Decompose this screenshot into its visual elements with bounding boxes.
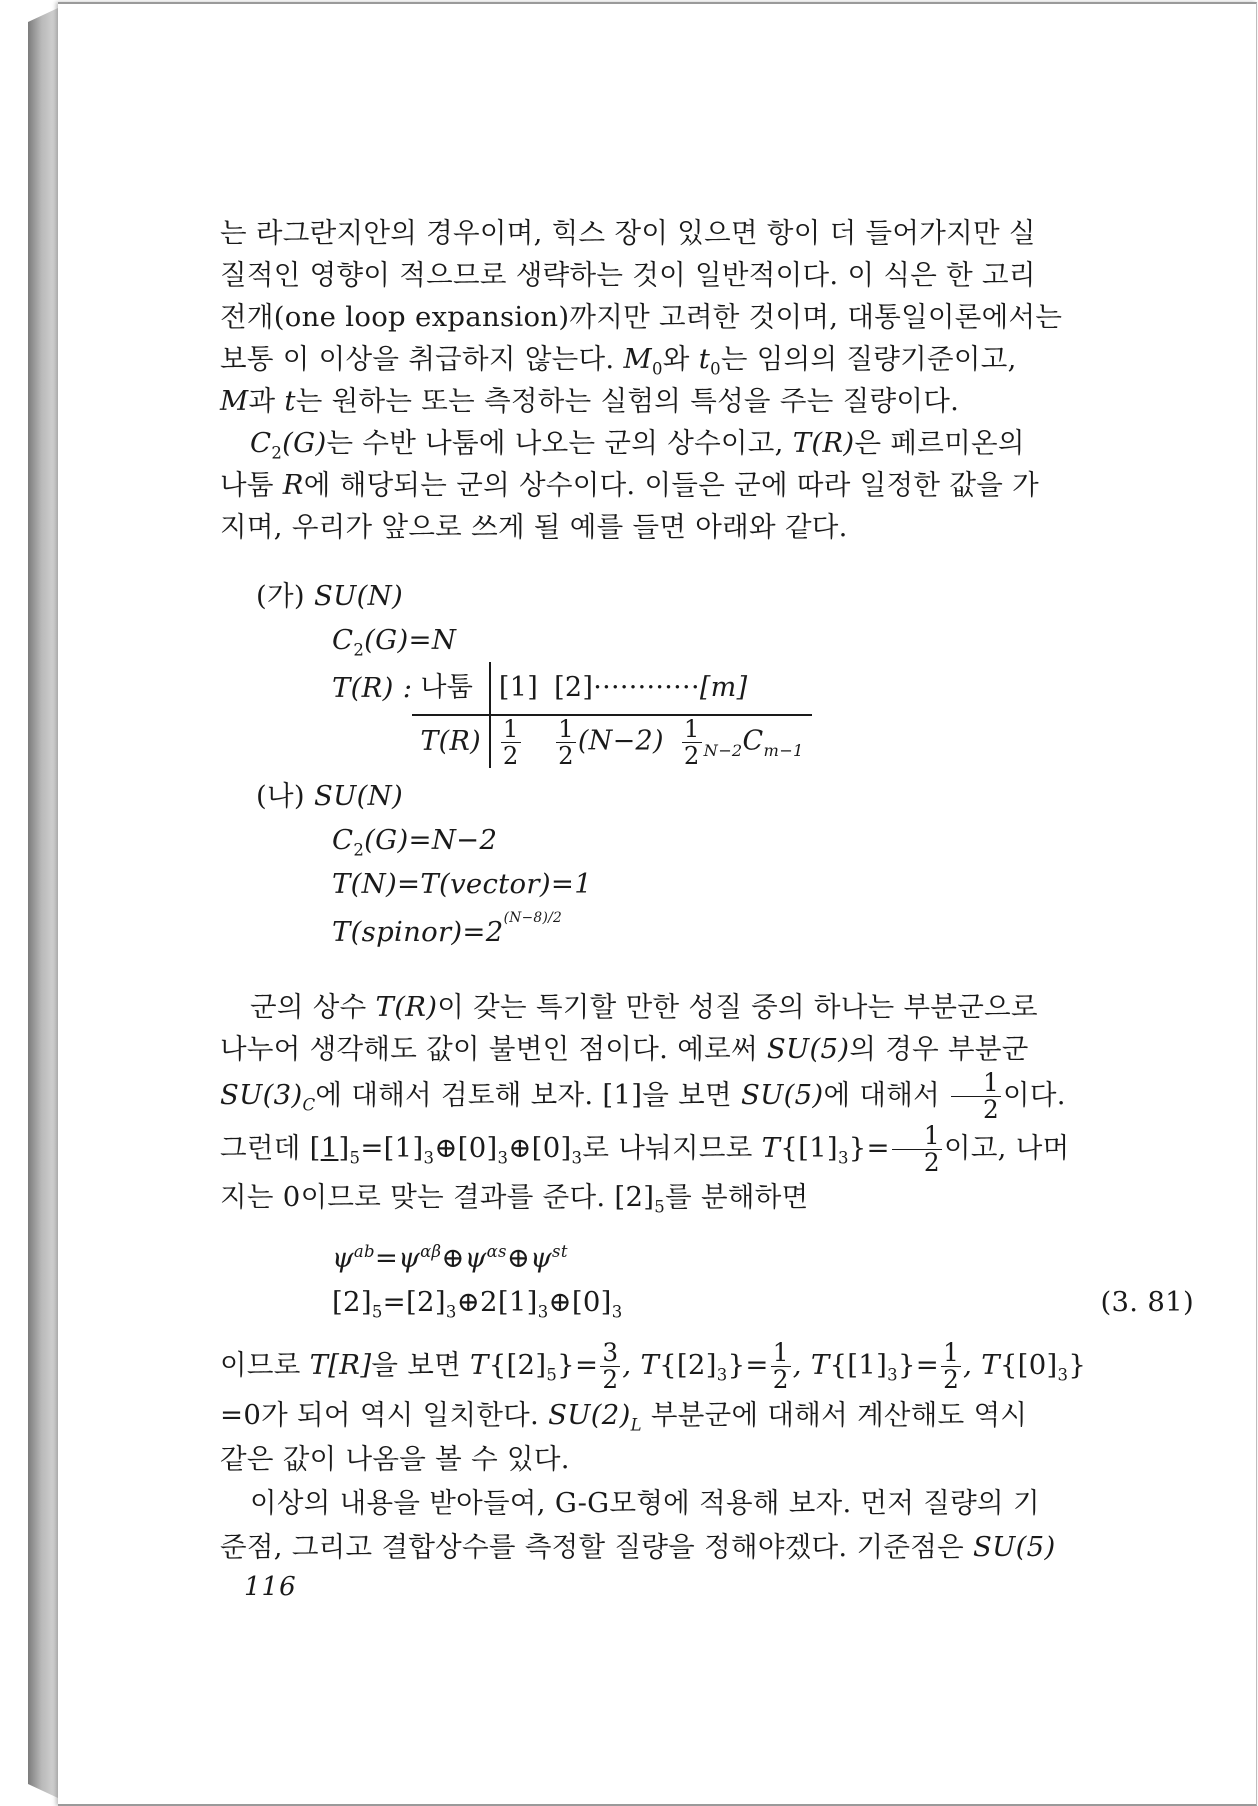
math-symbol: SU(5)	[973, 1530, 1056, 1563]
text-run: =0가 되어 역시 일치한다.	[220, 1398, 549, 1431]
math-subscript: 3	[1057, 1365, 1069, 1385]
text-run: }=	[897, 1348, 940, 1381]
fraction	[771, 1337, 791, 1394]
fraction	[682, 716, 702, 768]
math-symbol: (G)	[282, 427, 327, 459]
text-run: 보통 이 이상을 취급하지 않는다.	[220, 343, 624, 375]
table-cell	[546, 715, 672, 768]
spinor-line	[332, 906, 1100, 958]
text-run: ]	[338, 1131, 350, 1164]
text-run: 이므로	[220, 1348, 310, 1381]
text-run: 에 해당되는 군의 상수이다. 이들은 군에 따라 일정한 값을 가	[303, 469, 1039, 501]
denominator: 2	[683, 740, 700, 770]
math-subscript: 2	[353, 640, 365, 660]
underlined-symbol: 1	[320, 1131, 339, 1164]
text-run: ⊕[0]	[434, 1131, 498, 1164]
text-line: 는 라그란지안의 경우이며, 힉스 장이 있으면 항이 더 들어가지만 실	[220, 217, 1036, 249]
math-symbol: t	[284, 385, 296, 417]
text-run: {[2]	[488, 1348, 547, 1381]
numerator: 1	[558, 714, 574, 743]
text-run: 이고, 나머	[943, 1131, 1070, 1164]
tr-table	[412, 662, 811, 768]
text-run: {[0]	[999, 1348, 1058, 1381]
text-run: 부분군에 대해서 계산해도 역시	[641, 1398, 1028, 1431]
text-run: }	[1068, 1348, 1087, 1381]
fraction	[600, 1337, 620, 1394]
paragraph-3	[220, 986, 1100, 1218]
math-symbol: ψ	[332, 1241, 354, 1274]
math-superscript: αβ	[420, 1241, 442, 1261]
math-subscript: 5	[349, 1148, 361, 1168]
math-symbol: M	[623, 343, 652, 375]
text-run: 과	[248, 385, 285, 417]
ellipsis: ············	[593, 672, 700, 703]
text-run: =[1]	[360, 1131, 424, 1164]
math-symbol: =ψ	[374, 1241, 421, 1274]
math-subscript: C	[302, 1095, 316, 1115]
denominator: 2	[923, 1147, 940, 1177]
math-symbol: M	[220, 385, 249, 417]
cell-value: [2]	[554, 672, 594, 703]
math-subscript: 3	[423, 1148, 435, 1168]
numerator: 1	[502, 714, 519, 743]
table-cell	[546, 662, 812, 715]
text-run: {[1]	[780, 1131, 838, 1164]
paragraph-5	[220, 1481, 1100, 1569]
math-expression: T(spinor)=2	[332, 916, 504, 949]
tr-table-wrap	[332, 662, 1100, 768]
table-row	[412, 662, 811, 715]
fraction	[941, 1337, 961, 1394]
paragraph-4	[220, 1337, 1100, 1481]
math-subscript: L	[630, 1415, 642, 1435]
text-run: 는 원하는 또는 측정하는 실험의 특성을 주는 질량이다.	[295, 385, 960, 417]
math-symbol: SU(5)	[766, 1033, 850, 1066]
math-subscript: 5	[654, 1197, 666, 1217]
math-symbol: ⊕ψ	[506, 1241, 553, 1274]
text-run: 를 분해하면	[665, 1180, 809, 1213]
text-run: }=	[848, 1131, 890, 1164]
table-header-cell: T(R)	[412, 715, 490, 768]
math-symbol: SU(2)	[548, 1398, 631, 1431]
math-subscript: 3	[537, 1302, 549, 1322]
math-subscript: 0	[710, 359, 721, 379]
math-subscript: 3	[887, 1365, 898, 1385]
book-spine	[28, 8, 58, 1798]
math-subscript: N−2	[703, 740, 743, 760]
text-run: 이 갖는 특기할 만한 성질 중의 하나는 부분군으로	[437, 991, 1038, 1024]
text-run: 에 대해서	[823, 1079, 949, 1112]
paragraph-1	[220, 212, 1100, 422]
math-subscript: 2	[271, 443, 283, 463]
math-expression: (G)=N	[364, 624, 457, 656]
numerator: 1	[951, 1070, 1001, 1097]
casimir-line	[332, 818, 1100, 862]
math-subscript: 3	[716, 1365, 728, 1385]
fraction	[951, 1070, 1001, 1123]
math-subscript: 3	[611, 1302, 623, 1322]
equation-line-decomposition	[332, 1280, 1194, 1324]
denominator: 2	[502, 740, 519, 770]
math-symbol: R	[282, 469, 304, 501]
cell-value: [1]	[498, 672, 539, 703]
math-subscript: 3	[571, 1148, 583, 1168]
text-line: 이상의 내용을 받아들여, G-G모형에 적용해 보자. 먼저 질량의 기	[250, 1486, 1040, 1519]
equation-3-81	[332, 1236, 1194, 1324]
item-heading	[256, 774, 1100, 818]
math-subscript: 3	[445, 1302, 457, 1322]
item-label: (나)	[256, 780, 314, 813]
example-su-n-ga	[220, 574, 1100, 768]
math-symbol: t	[698, 343, 711, 375]
denominator: 2	[943, 1364, 960, 1394]
math-expression: (G)=N−2	[364, 824, 498, 857]
numerator: 1	[892, 1123, 942, 1150]
numerator: 1	[943, 1337, 960, 1367]
text-line: 지며, 우리가 앞으로 쓰게 될 예를 들면 아래와 같다.	[220, 511, 848, 543]
tn-line	[332, 862, 1100, 906]
text-run: 나툼	[220, 469, 283, 501]
math-symbol: C	[332, 624, 354, 656]
numerator: 1	[772, 1337, 789, 1367]
math-symbol: T(R)	[792, 427, 855, 459]
page-body	[220, 212, 1194, 1569]
numerator: 3	[602, 1337, 619, 1367]
math-expression: [2]	[332, 1285, 372, 1318]
text-run: 을 보면	[371, 1348, 471, 1381]
denominator: 2	[982, 1095, 1000, 1125]
math-symbol: ⊕ψ	[441, 1241, 487, 1274]
math-symbol: T[R]	[309, 1348, 372, 1381]
math-expression: (N−2)	[577, 725, 664, 757]
fraction	[892, 1123, 942, 1176]
text-run: ⊕[0]	[508, 1131, 572, 1164]
table-header-cell: 나툼	[420, 672, 474, 703]
group-name: SU(N)	[313, 780, 404, 813]
math-subscript: 3	[837, 1148, 849, 1168]
math-expression: =[2]	[382, 1285, 446, 1318]
math-subscript: 5	[371, 1302, 383, 1322]
math-superscript: st	[552, 1241, 568, 1261]
equation-line-psi	[332, 1236, 1100, 1280]
math-symbol: T(R)	[375, 991, 438, 1024]
denominator: 2	[558, 740, 574, 770]
text-run: 이다.	[1003, 1079, 1066, 1112]
math-symbol: , T	[792, 1348, 830, 1381]
equation-number: (3. 81)	[1100, 1285, 1194, 1318]
table-cell	[490, 715, 546, 768]
math-symbol: SU(5)	[740, 1079, 824, 1112]
text-run: {[2]	[659, 1348, 717, 1381]
text-run: }=	[557, 1348, 599, 1381]
math-subscript: m−1	[763, 740, 804, 760]
paragraph-2	[220, 422, 1100, 548]
text-run: 그런데 [	[220, 1131, 321, 1164]
text-run: 지는 0이므로 맞는 결과를 준다. [2]	[220, 1180, 655, 1213]
fraction	[501, 716, 521, 768]
table-cell	[672, 715, 812, 768]
text-line: 질적인 영향이 적으므로 생략하는 것이 일반적이다. 이 식은 한 고리	[220, 259, 1036, 291]
numerator: 1	[683, 714, 700, 743]
table-cell	[490, 662, 546, 715]
text-run: 은 페르미온의	[854, 427, 1025, 459]
item-label: (가)	[256, 580, 314, 612]
text-run: 나누어 생각해도 값이 불변인 점이다. 예로써	[220, 1033, 767, 1066]
math-symbol: T	[761, 1131, 781, 1164]
math-subscript: 2	[353, 840, 365, 860]
casimir-line	[332, 618, 1100, 662]
math-expression: ⊕[0]	[548, 1285, 612, 1318]
text-run: }=	[727, 1348, 769, 1381]
text-run: {[1]	[829, 1348, 888, 1381]
text-run: 로 나눠지므로	[582, 1131, 762, 1164]
denominator: 2	[602, 1364, 619, 1394]
item-heading	[256, 574, 1100, 618]
math-superscript: ab	[353, 1241, 375, 1261]
math-subscript: 5	[546, 1365, 558, 1385]
table-row	[412, 715, 811, 768]
text-run: 의 경우 부분군	[849, 1033, 1029, 1066]
math-symbol: C	[332, 824, 354, 857]
math-expression: ⊕2[1]	[456, 1285, 538, 1318]
math-symbol: SU(3)	[220, 1079, 303, 1112]
text-run: 에 대해서 검토해 보자. [1]을 보면	[315, 1079, 741, 1112]
tr-label: T(R) :	[332, 672, 413, 704]
text-run: 는 수반 나툼에 나오는 군의 상수이고,	[326, 427, 793, 459]
math-symbol: T	[470, 1348, 489, 1381]
text-line: 전개(one loop expansion)까지만 고려한 것이며, 대통일이론에서는	[220, 301, 1063, 333]
denominator: 2	[772, 1364, 789, 1394]
math-symbol: , T	[622, 1348, 660, 1381]
text-line: 같은 값이 나옴을 볼 수 있다.	[220, 1442, 570, 1475]
math-subscript: 0	[651, 359, 663, 379]
group-name: SU(N)	[313, 580, 404, 612]
fraction	[556, 716, 576, 768]
text-run: 와	[662, 343, 699, 375]
example-su-n-na	[220, 774, 1100, 958]
math-symbol: C	[250, 427, 272, 459]
math-expression: T(N)=T(vector)=1	[332, 868, 593, 901]
cell-value: [m]	[699, 672, 748, 703]
math-superscript: αs	[486, 1241, 507, 1261]
text-run: 는 임의의 질량기준이고,	[720, 343, 1017, 375]
text-run: 군의 상수	[250, 991, 376, 1024]
math-symbol: , T	[963, 1348, 1000, 1381]
math-exponent: (N−8)/2	[503, 909, 563, 926]
text-run: 준점, 그리고 결합상수를 측정할 질량을 정해야겠다. 기준점은	[220, 1530, 973, 1563]
page-number: 116	[244, 1572, 297, 1602]
math-subscript: 3	[497, 1148, 509, 1168]
math-symbol: C	[742, 725, 764, 757]
